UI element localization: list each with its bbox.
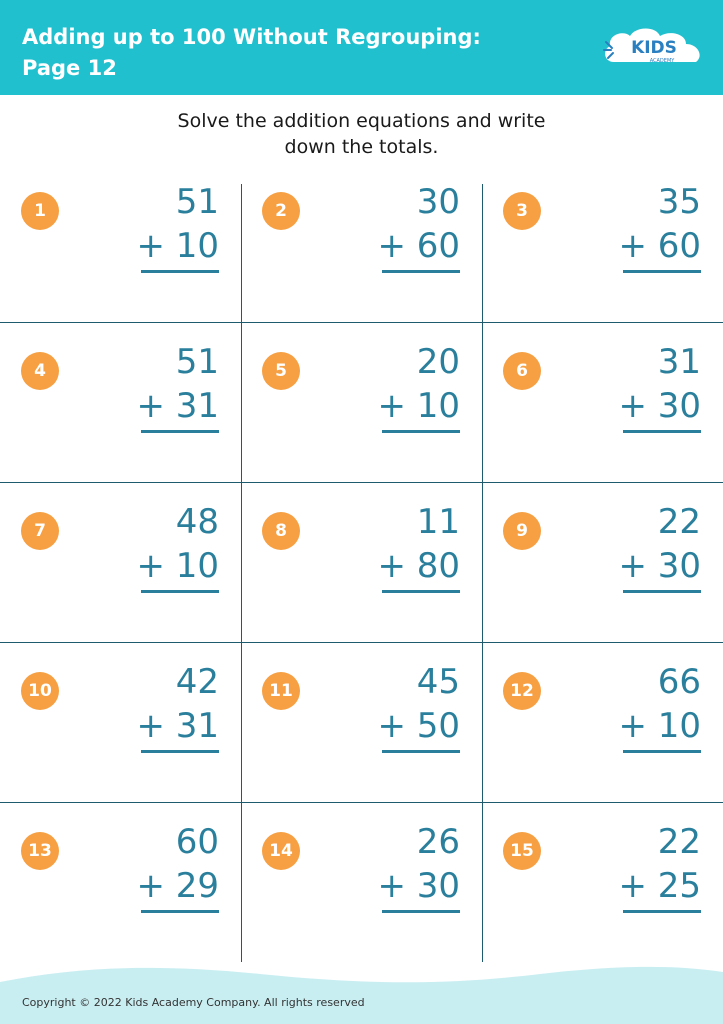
instructions-line2: down the totals. <box>284 136 439 158</box>
problem-number-badge: 5 <box>262 352 300 390</box>
addend-top: 11 <box>416 502 460 542</box>
addend-top: 20 <box>416 342 460 382</box>
addend-top: 31 <box>657 342 701 382</box>
problem-number-badge: 15 <box>503 832 541 870</box>
problem-number-badge: 7 <box>21 512 59 550</box>
instructions-line1: Solve the addition equations and write <box>177 110 546 132</box>
problem-cell <box>241 482 482 642</box>
instructions <box>120 108 603 160</box>
problem-cell <box>482 482 723 642</box>
answer-line <box>141 910 219 913</box>
problem-number-badge: 13 <box>21 832 59 870</box>
addend-bottom: + 30 <box>618 386 701 426</box>
addend-top: 60 <box>175 822 219 862</box>
addend-top: 30 <box>416 182 460 222</box>
answer-line <box>382 270 460 273</box>
problem-number-badge: 9 <box>503 512 541 550</box>
problem-cell <box>482 802 723 962</box>
answer-line <box>382 750 460 753</box>
addend-bottom: + 10 <box>136 546 219 586</box>
problem-cell <box>482 162 723 322</box>
answer-line <box>382 590 460 593</box>
problem-cell <box>0 162 241 322</box>
problem-cell <box>0 642 241 802</box>
problem-number-badge: 8 <box>262 512 300 550</box>
answer-line <box>623 270 701 273</box>
problem-number-badge: 11 <box>262 672 300 710</box>
answer-line <box>623 910 701 913</box>
addend-top: 35 <box>657 182 701 222</box>
addend-top: 45 <box>416 662 460 702</box>
answer-line <box>382 910 460 913</box>
addend-bottom: + 30 <box>377 866 460 906</box>
answer-line <box>623 750 701 753</box>
problem-number-badge: 2 <box>262 192 300 230</box>
footer-wave <box>0 960 723 1024</box>
addend-bottom: + 25 <box>618 866 701 906</box>
page-title-line2: Page 12 <box>22 56 117 80</box>
addend-top: 66 <box>657 662 701 702</box>
answer-line <box>141 430 219 433</box>
copyright-text: Copyright © 2022 Kids Academy Company. All rights reserved <box>22 996 365 1009</box>
answer-line <box>382 430 460 433</box>
problem-cell <box>241 322 482 482</box>
addend-bottom: + 31 <box>136 386 219 426</box>
problem-cell <box>0 802 241 962</box>
problem-number-badge: 10 <box>21 672 59 710</box>
page-title-line1: Adding up to 100 Without Regrouping: <box>22 25 481 49</box>
addend-bottom: + 31 <box>136 706 219 746</box>
addend-bottom: + 29 <box>136 866 219 906</box>
addend-top: 51 <box>175 182 219 222</box>
problem-cell <box>241 162 482 322</box>
problem-cell <box>241 802 482 962</box>
addend-bottom: + 80 <box>377 546 460 586</box>
addend-bottom: + 30 <box>618 546 701 586</box>
addend-bottom: + 60 <box>377 226 460 266</box>
answer-line <box>623 590 701 593</box>
addend-top: 22 <box>657 502 701 542</box>
problem-cell <box>482 642 723 802</box>
kids-academy-logo <box>600 22 708 74</box>
addend-bottom: + 10 <box>377 386 460 426</box>
problem-cell <box>482 322 723 482</box>
answer-line <box>623 430 701 433</box>
logo-subtext: ACADEMY <box>649 58 675 64</box>
answer-line <box>141 750 219 753</box>
problem-cell <box>0 482 241 642</box>
addend-bottom: + 10 <box>618 706 701 746</box>
problem-grid <box>0 162 723 950</box>
problem-number-badge: 6 <box>503 352 541 390</box>
answer-line <box>141 590 219 593</box>
addend-top: 26 <box>416 822 460 862</box>
header-bar <box>0 0 723 95</box>
logo-text: KIDS <box>631 38 677 58</box>
answer-line <box>141 270 219 273</box>
addend-top: 51 <box>175 342 219 382</box>
addend-bottom: + 60 <box>618 226 701 266</box>
addend-bottom: + 50 <box>377 706 460 746</box>
page-title <box>22 22 582 84</box>
addend-top: 48 <box>175 502 219 542</box>
problem-number-badge: 14 <box>262 832 300 870</box>
problem-cell <box>241 642 482 802</box>
problem-number-badge: 3 <box>503 192 541 230</box>
addend-top: 42 <box>175 662 219 702</box>
problem-number-badge: 4 <box>21 352 59 390</box>
problem-number-badge: 1 <box>21 192 59 230</box>
problem-cell <box>0 322 241 482</box>
problem-number-badge: 12 <box>503 672 541 710</box>
addend-top: 22 <box>657 822 701 862</box>
addend-bottom: + 10 <box>136 226 219 266</box>
